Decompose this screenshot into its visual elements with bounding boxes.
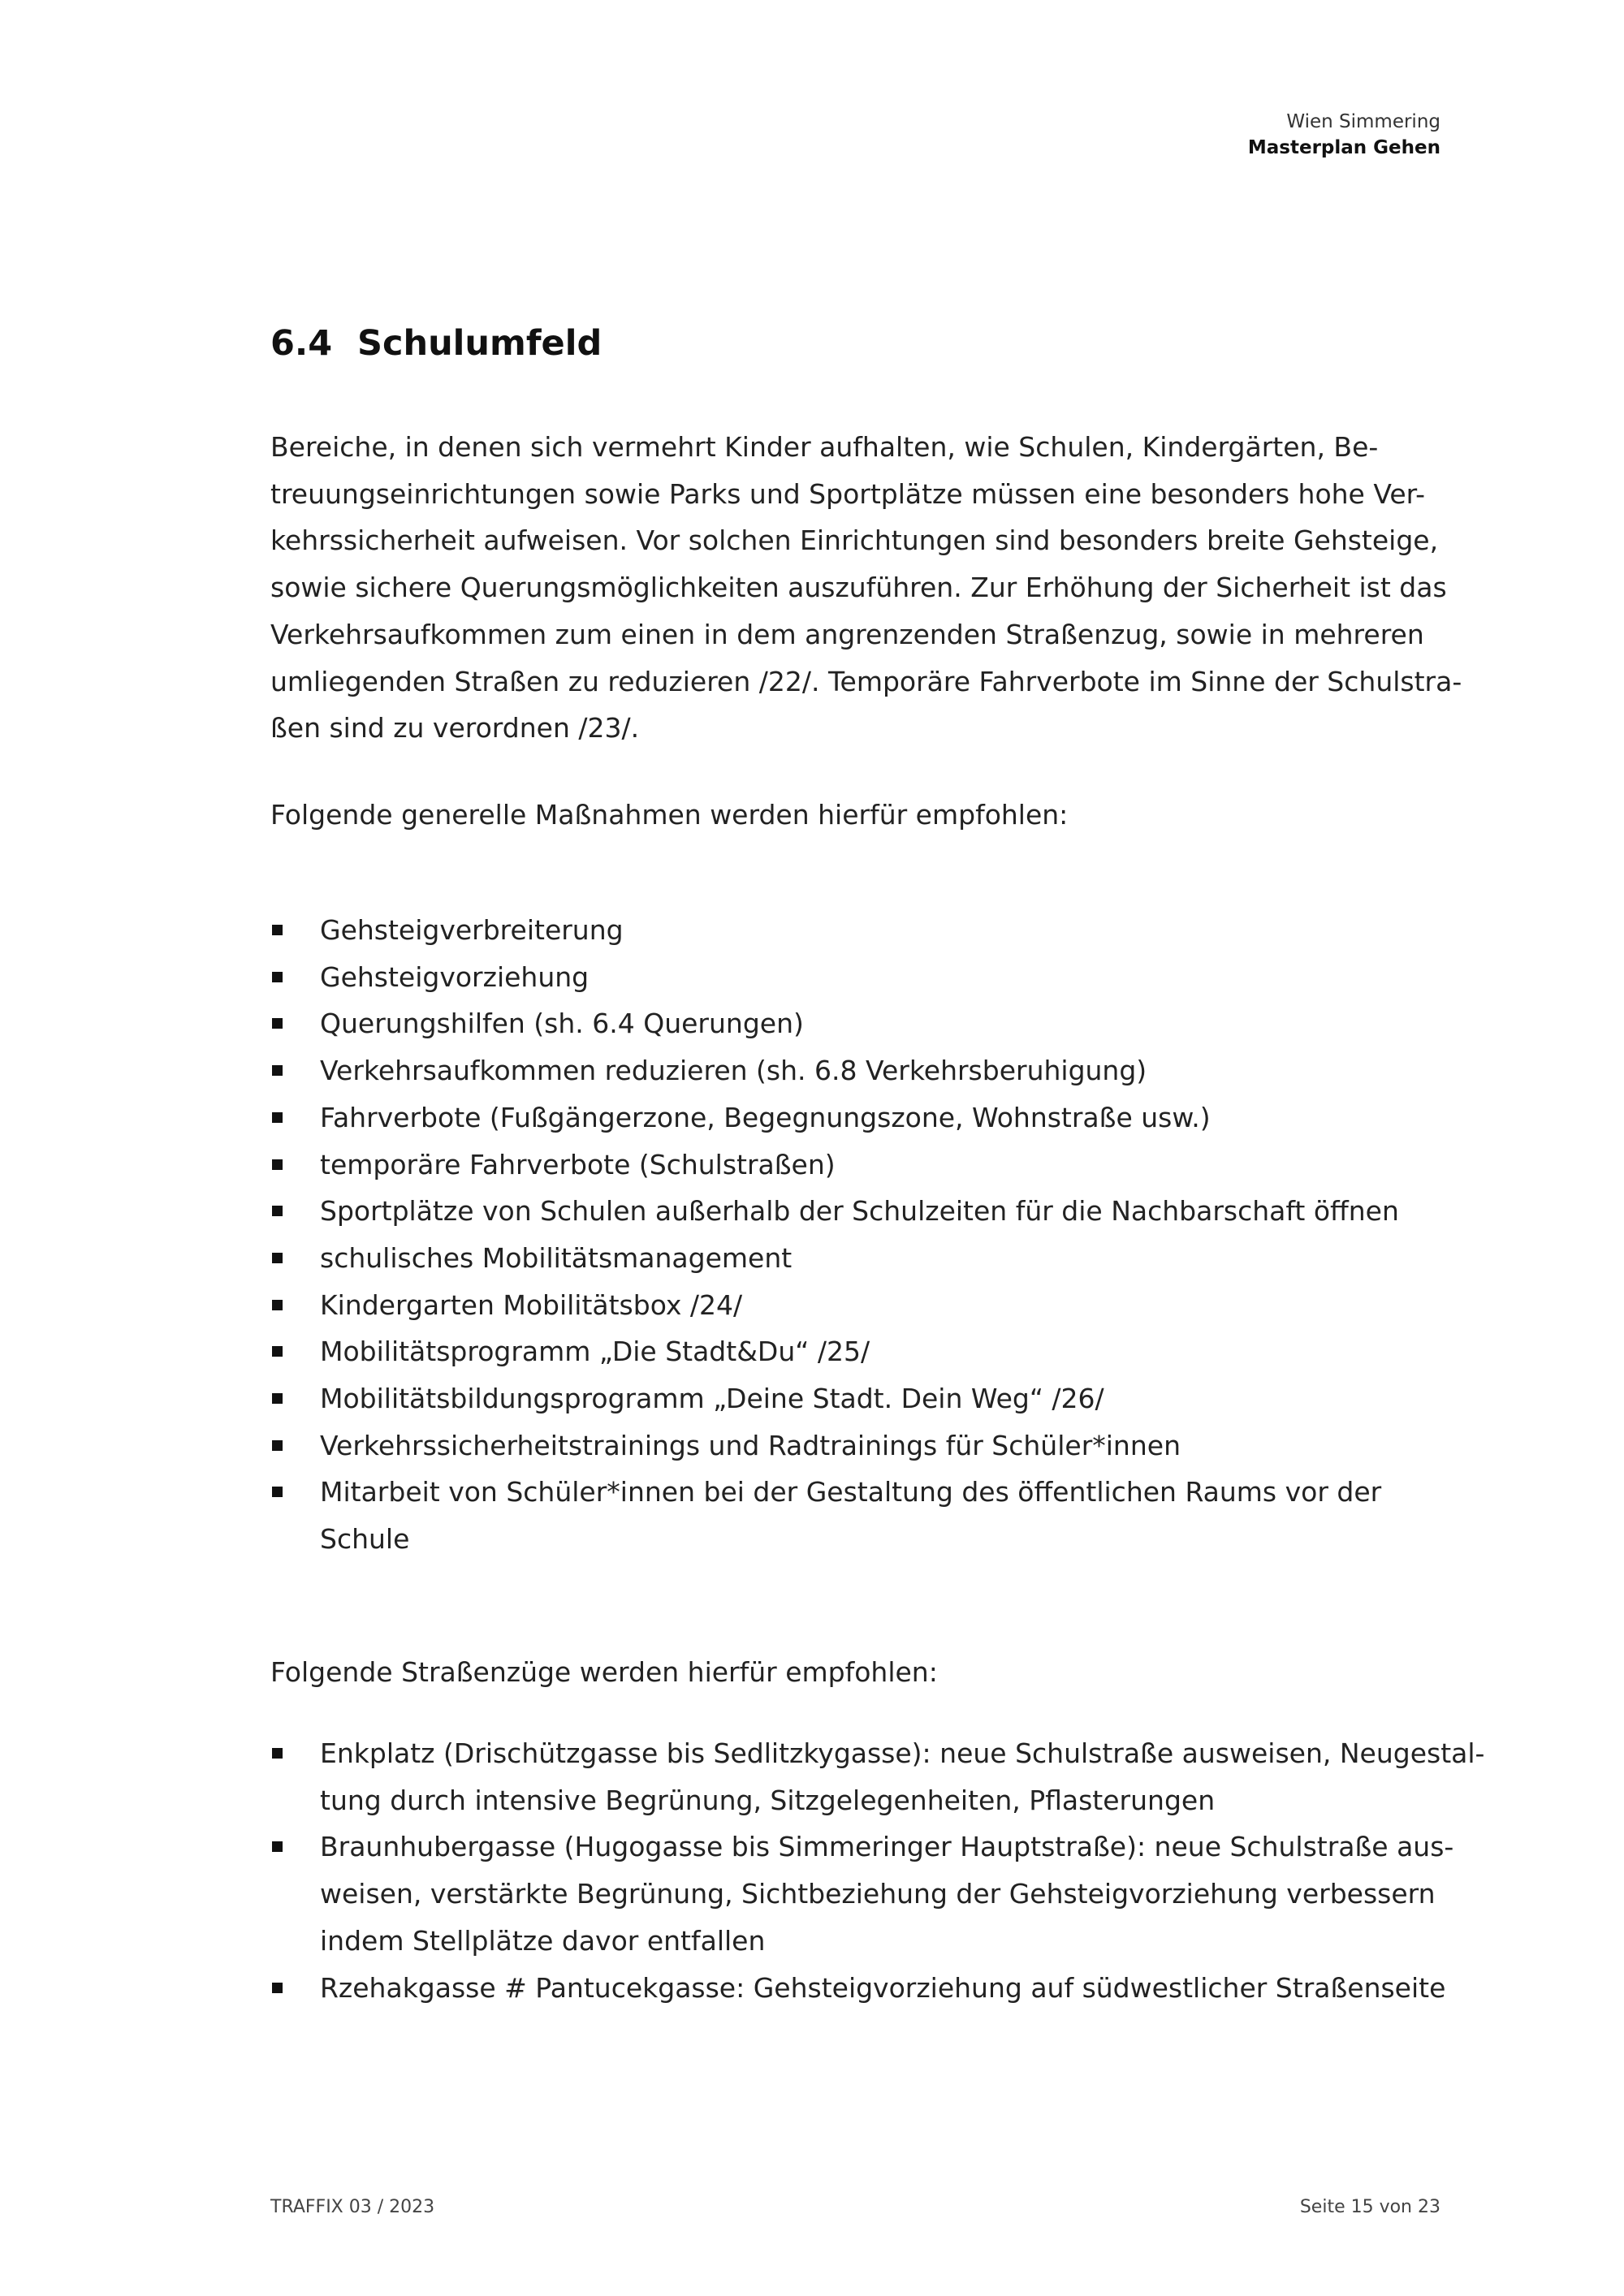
header-document-title: Masterplan Gehen xyxy=(1247,137,1440,158)
square-bullet-icon xyxy=(272,1253,283,1263)
list-item-text: Mobilitätsbildungsprogramm „Deine Stadt. Dein Weg“ /26/ xyxy=(320,1383,1104,1415)
square-bullet-icon xyxy=(272,1112,283,1123)
page-header xyxy=(1248,109,1440,161)
paragraph-line: treuungseinrichtungen sowie Parks und Sportplätze müssen eine besonders hohe Ver- xyxy=(270,477,1426,510)
square-bullet-icon xyxy=(272,925,283,935)
square-bullet-icon xyxy=(272,1983,283,1993)
square-bullet-icon xyxy=(272,1440,283,1451)
list-item-text: Sportplätze von Schulen außerhalb der Schulzeiten für die Nachbarschaft öffnen xyxy=(320,1195,1399,1228)
square-bullet-icon xyxy=(272,1065,283,1076)
list-item-text: Kindergarten Mobilitätsbox /24/ xyxy=(320,1288,743,1321)
paragraph-line: kehrssicherheit aufweisen. Vor solchen Einrichtungen sind besonders breite Gehsteige, xyxy=(270,524,1439,557)
square-bullet-icon xyxy=(272,1393,283,1404)
paragraph-line: sowie sichere Querungsmöglichkeiten auszuführen. Zur Erhöhung der Sicherheit ist das xyxy=(270,572,1447,604)
list-item-text: Verkehrssicherheitstrainings und Radtrainings für Schüler*innen xyxy=(320,1429,1181,1461)
list-item xyxy=(270,1422,1440,1470)
square-bullet-icon xyxy=(272,1841,283,1852)
list-item-text: weisen, verstärkte Begrünung, Sichtbeziehung der Gehsteigvorziehung verbessern xyxy=(320,1878,1436,1910)
section-title: Schulumfeld xyxy=(357,323,603,364)
list-item xyxy=(270,1965,1446,2012)
list-item-text: Gehsteigvorziehung xyxy=(320,960,590,993)
list-item-text: Gehsteigverbreiterung xyxy=(320,914,624,946)
square-bullet-icon xyxy=(272,1018,283,1029)
list-item xyxy=(270,954,1440,1001)
list-item-text: Schule xyxy=(320,1523,410,1556)
paragraph-line: umliegenden Straßen zu reduzieren /22/. Temporäre Fahrverbote im Sinne der Schulstra- xyxy=(270,665,1462,697)
list-item xyxy=(270,1328,1440,1375)
list-item-text: indem Stellplätze davor entfallen xyxy=(320,1924,766,1957)
list-item-text: temporäre Fahrverbote (Schulstraßen) xyxy=(320,1148,836,1180)
list-item xyxy=(270,1142,1440,1189)
list-item xyxy=(270,1282,1440,1329)
measures-list xyxy=(270,907,1440,1563)
square-bullet-icon xyxy=(272,1748,283,1759)
list-item xyxy=(270,907,1440,954)
list-item xyxy=(270,1823,1454,1964)
measures-intro: Folgende generelle Maßnahmen werden hierfür empfohlen: xyxy=(270,799,1069,831)
list-item-text: Braunhubergasse (Hugogasse bis Simmeringer Hauptstraße): neue Schulstraße aus- xyxy=(320,1831,1454,1863)
list-item xyxy=(270,1047,1440,1094)
list-item-text: Querungshilfen (sh. 6.4 Querungen) xyxy=(320,1008,804,1040)
square-bullet-icon xyxy=(272,1300,283,1310)
section-heading xyxy=(270,323,602,364)
footer-publisher: TRAFFIX 03 / 2023 xyxy=(270,2197,435,2217)
list-item-text: Fahrverbote (Fußgängerzone, Begegnungszone, Wohnstraße usw.) xyxy=(320,1101,1211,1133)
list-item-text: Mitarbeit von Schüler*innen bei der Gestaltung des öffentlichen Raums vor der xyxy=(320,1476,1382,1508)
list-item-text: Verkehrsaufkommen reduzieren (sh. 6.8 Verkehrsberuhigung) xyxy=(320,1055,1147,1087)
paragraph-line: Verkehrsaufkommen zum einen in dem angrenzenden Straßenzug, sowie in mehreren xyxy=(270,618,1424,650)
header-location: Wien Simmering xyxy=(1286,111,1440,132)
list-item xyxy=(270,1469,1440,1562)
paragraph-line: Bereiche, in denen sich vermehrt Kinder aufhalten, wie Schulen, Kindergärten, Be- xyxy=(270,431,1379,463)
square-bullet-icon xyxy=(272,1487,283,1497)
list-item-text: tung durch intensive Begrünung, Sitzgelegenheiten, Pflasterungen xyxy=(320,1784,1216,1816)
section-number: 6.4 xyxy=(270,323,333,364)
list-item xyxy=(270,1375,1440,1422)
list-item xyxy=(270,1188,1440,1235)
paragraph-line: ßen sind zu verordnen /23/. xyxy=(270,712,640,744)
list-item xyxy=(270,1235,1440,1282)
streets-intro: Folgende Straßenzüge werden hierfür empfohlen: xyxy=(270,1656,938,1688)
footer-page-number: Seite 15 von 23 xyxy=(1299,2197,1440,2217)
list-item-text: Mobilitätsprogramm „Die Stadt&Du“ /25/ xyxy=(320,1336,870,1368)
list-item-text: Rzehakgasse # Pantucekgasse: Gehsteigvorziehung auf südwestlicher Straßenseite xyxy=(320,1971,1446,2004)
square-bullet-icon xyxy=(272,1159,283,1170)
list-item xyxy=(270,1094,1440,1142)
square-bullet-icon xyxy=(272,1206,283,1216)
list-item xyxy=(270,1000,1440,1047)
intro-paragraph xyxy=(270,424,1462,752)
streets-list xyxy=(270,1730,1485,2011)
list-item-text: Enkplatz (Drischützgasse bis Sedlitzkygasse): neue Schulstraße ausweisen, Neugestal- xyxy=(320,1737,1485,1769)
square-bullet-icon xyxy=(272,972,283,982)
square-bullet-icon xyxy=(272,1346,283,1357)
list-item xyxy=(270,1730,1485,1823)
list-item-text: schulisches Mobilitätsmanagement xyxy=(320,1241,793,1274)
